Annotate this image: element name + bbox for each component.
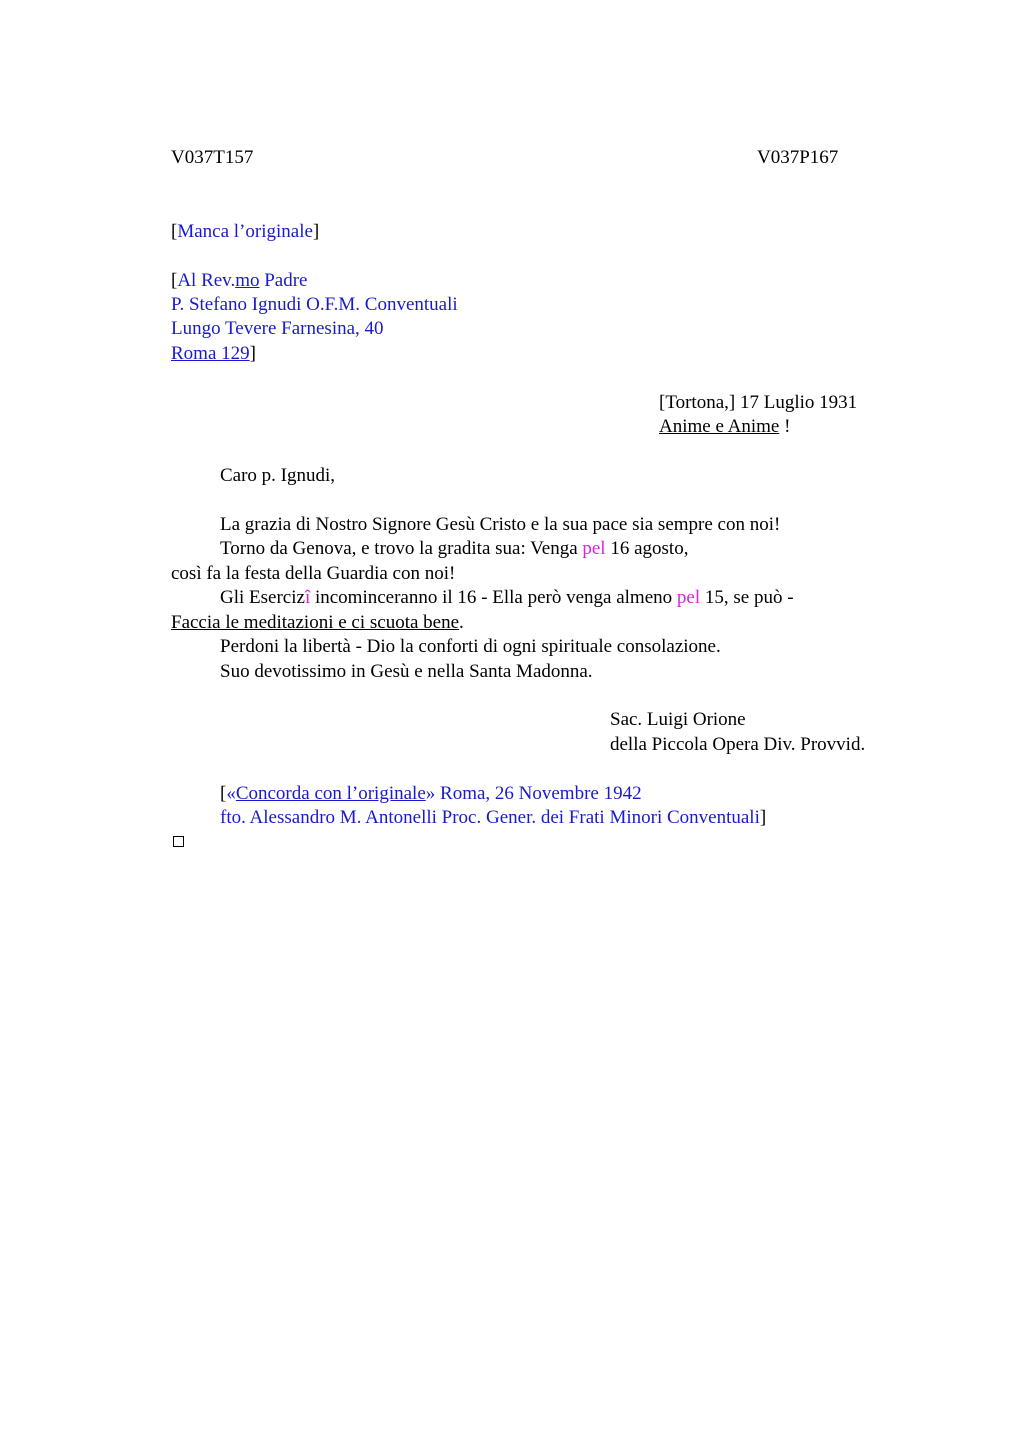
body-paragraph-4: Perdoni la libertà - Dio la conforti di ogni spirituale consolazione.: [220, 636, 721, 657]
body-paragraph-5: Suo devotissimo in Gesù e nella Santa Madonna.: [220, 661, 593, 682]
attestation-signer: fto. Alessandro M. Antonelli Proc. Gener. dei Frati Minori Conventuali: [220, 807, 760, 828]
motto: [659, 415, 790, 439]
bracket-open: [: [171, 221, 178, 242]
variant-letter: î: [304, 587, 311, 608]
body-text: 16 agosto,: [605, 538, 689, 559]
motto-tail: !: [779, 416, 791, 437]
body-paragraph-1: La grazia di Nostro Signore Gesù Cristo e la sua pace sia sempre con noi!: [220, 514, 781, 535]
body-text: Torno da Genova, e trovo la gradita sua: Venga: [220, 538, 583, 559]
body-paragraph-2: [220, 537, 688, 561]
bracket-close: ]: [249, 343, 256, 364]
address-city: Roma 129: [171, 343, 250, 364]
attestation-place-date: Roma, 26 Novembre 1942: [435, 783, 642, 804]
salutation: Caro p. Ignudi,: [220, 465, 336, 486]
body-paragraph-3-cont: [171, 611, 464, 635]
address-title: Al Rev.: [177, 270, 236, 291]
missing-original-text: Manca l’originale: [177, 221, 313, 242]
address-line-3: Lungo Tevere Farnesina, 40: [171, 318, 384, 339]
body-paragraph-2-cont: così fa la festa della Guardia con noi!: [171, 563, 456, 584]
end-box-icon: [173, 836, 184, 847]
body-text: .: [459, 612, 464, 633]
signature-name: Sac. Luigi Orione: [610, 709, 746, 730]
bracket-open: [: [171, 270, 178, 291]
quote-close: »: [425, 783, 436, 804]
body-paragraph-3: [220, 586, 794, 610]
body-text: 15, se può -: [700, 587, 794, 608]
variant-word: pel: [582, 538, 606, 559]
address-title-superscript: mo: [235, 270, 260, 291]
motto-text: Anime e Anime: [659, 416, 780, 437]
variant-word: pel: [676, 587, 701, 608]
attestation-line-2: [220, 806, 766, 830]
attestation-quote: Concorda con l’originale: [235, 783, 426, 804]
missing-original-note: [171, 220, 319, 244]
address-line-1: [171, 269, 308, 293]
document-code-right: V037P167: [757, 147, 839, 168]
body-text: Gli Eserciz: [220, 587, 305, 608]
body-text: incominceranno il 16 - Ella però venga almeno: [310, 587, 677, 608]
bracket-open: [: [220, 783, 227, 804]
address-line-4: [171, 342, 256, 366]
bracket-close: ]: [312, 221, 320, 242]
underlined-phrase: Faccia le meditazioni e ci scuota bene: [171, 612, 460, 633]
quote-open: «: [226, 783, 236, 804]
place-date: [Tortona,] 17 Luglio 1931: [659, 392, 858, 413]
address-title-padre: Padre: [259, 270, 308, 291]
bracket-close: ]: [759, 807, 767, 828]
document-code-left: V037T157: [171, 147, 254, 168]
attestation-line-1: [220, 782, 642, 806]
signature-org: della Piccola Opera Div. Provvid.: [610, 734, 866, 755]
address-line-2: P. Stefano Ignudi O.F.M. Conventuali: [171, 294, 458, 315]
